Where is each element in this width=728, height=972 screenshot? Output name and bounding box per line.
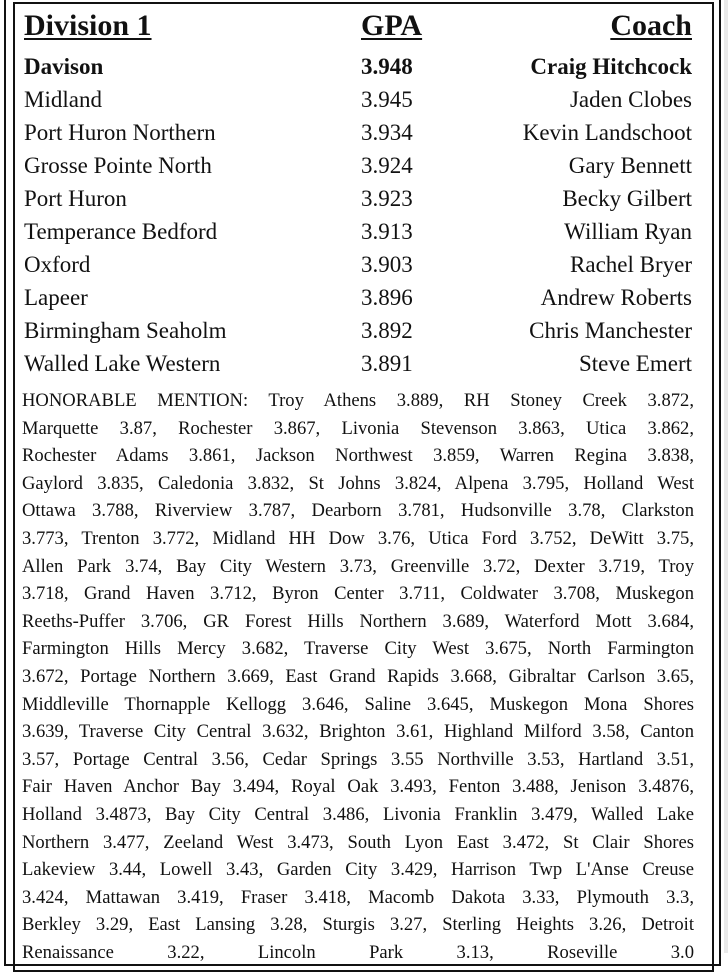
school-gpa: 3.924 [361, 153, 413, 178]
honorable-mention-line: Holland 3.4873, Bay City Central 3.486, Livonia Franklin 3.479, Walled Lake [22, 803, 694, 825]
school-gpa: 3.903 [361, 252, 413, 277]
table-row [24, 182, 692, 215]
school-gpa: 3.891 [361, 351, 413, 376]
honorable-mention-paragraph [22, 387, 694, 966]
table-row [24, 116, 692, 149]
honorable-mention-line: Ottawa 3.788, Riverview 3.787, Dearborn 3.781, Hudsonville 3.78, Clarkston [22, 500, 694, 522]
school-gpa: 3.913 [361, 219, 413, 244]
coach-name: Jaden Clobes [569, 87, 692, 112]
school-name: Port Huron Northern [24, 120, 216, 145]
honorable-mention-line: 3.672, Portage Northern 3.669, East Grand Rapids 3.668, Gibraltar Carlson 3.65, [22, 665, 694, 687]
school-gpa: 3.923 [361, 186, 413, 211]
honorable-mention-line: 3.639, Traverse City Central 3.632, Brighton 3.61, Highland Milford 3.58, Canton [22, 721, 694, 743]
gpa-heading: GPA [361, 9, 423, 42]
table-row [24, 149, 692, 182]
school-name: Port Huron [24, 186, 127, 211]
table-header [24, 9, 692, 49]
table-row [24, 281, 692, 314]
coach-name: Chris Manchester [529, 318, 692, 343]
honorable-mention-line: Fair Haven Anchor Bay 3.494, Royal Oak 3.493, Fenton 3.488, Jenison 3.4876, [22, 776, 694, 798]
coach-name: Rachel Bryer [570, 252, 692, 277]
honorable-mention-line: Renaissance 3.22, Lincoln Park 3.13, Roseville 3.0 [22, 941, 694, 963]
school-name: Temperance Bedford [24, 219, 218, 244]
honorable-mention-line: 3.57, Portage Central 3.56, Cedar Springs 3.55 Northville 3.53, Hartland 3.51, [22, 748, 694, 770]
coach-name: Gary Bennett [568, 153, 692, 178]
school-gpa: 3.892 [361, 318, 413, 343]
coach-name: Becky Gilbert [562, 186, 692, 211]
honorable-mention-line: Farmington Hills Mercy 3.682, Traverse City West 3.675, North Farmington [22, 638, 694, 660]
table-row [24, 215, 692, 248]
school-name: Walled Lake Western [24, 351, 221, 376]
table-row [24, 248, 692, 281]
honorable-mention-line: 3.773, Trenton 3.772, Midland HH Dow 3.76, Utica Ford 3.752, DeWitt 3.75, [22, 527, 694, 549]
honorable-mention-line: 3.424, Mattawan 3.419, Fraser 3.418, Macomb Dakota 3.33, Plymouth 3.3, [22, 886, 694, 908]
table-row [24, 50, 692, 83]
coach-name: Craig Hitchcock [530, 54, 692, 79]
division-heading: Division 1 [24, 9, 152, 42]
coach-heading: Coach [610, 9, 692, 42]
honorable-mention-line: Reeths-Puffer 3.706, GR Forest Hills Northern 3.689, Waterford Mott 3.684, [22, 610, 694, 632]
coach-name: Andrew Roberts [540, 285, 692, 310]
honorable-mention-line: Middleville Thornapple Kellogg 3.646, Saline 3.645, Muskegon Mona Shores [22, 693, 694, 715]
school-gpa: 3.934 [361, 120, 413, 145]
honorable-mention-line: Lakeview 3.44, Lowell 3.43, Garden City 3.429, Harrison Twp L'Anse Creuse [22, 859, 694, 881]
honorable-mention-line: Rochester Adams 3.861, Jackson Northwest 3.859, Warren Regina 3.838, [22, 445, 694, 467]
school-name: Midland [24, 87, 102, 112]
table-row [24, 83, 692, 116]
school-name: Birmingham Seaholm [24, 318, 227, 343]
school-gpa: 3.945 [361, 87, 413, 112]
school-name: Grosse Pointe North [24, 153, 212, 178]
coach-name: William Ryan [564, 219, 692, 244]
rankings-table [24, 50, 692, 380]
honorable-mention-line: 3.718, Grand Haven 3.712, Byron Center 3.711, Coldwater 3.708, Muskegon [22, 583, 694, 605]
coach-name: Kevin Landschoot [522, 120, 692, 145]
honorable-mention-line: Allen Park 3.74, Bay City Western 3.73, Greenville 3.72, Dexter 3.719, Troy [22, 555, 694, 577]
honorable-mention-line: Northern 3.477, Zeeland West 3.473, South Lyon East 3.472, St Clair Shores [22, 831, 694, 853]
table-row [24, 347, 692, 380]
coach-name: Steve Emert [578, 351, 692, 376]
school-gpa: 3.896 [361, 285, 413, 310]
page-edge [724, 0, 728, 953]
school-name: Davison [24, 54, 104, 79]
school-name: Lapeer [24, 285, 88, 310]
honorable-mention-line: Marquette 3.87, Rochester 3.867, Livonia Stevenson 3.863, Utica 3.862, [22, 417, 694, 439]
table-row [24, 314, 692, 347]
honorable-mention-line: Berkley 3.29, East Lansing 3.28, Sturgis 3.27, Sterling Heights 3.26, Detroit [22, 914, 694, 936]
school-gpa: 3.948 [361, 54, 413, 79]
school-name: Oxford [24, 252, 91, 277]
honorable-mention-line: Gaylord 3.835, Caledonia 3.832, St Johns 3.824, Alpena 3.795, Holland West [22, 472, 694, 494]
honorable-mention-line: HONORABLE MENTION: Troy Athens 3.889, RH Stoney Creek 3.872, [22, 390, 694, 411]
